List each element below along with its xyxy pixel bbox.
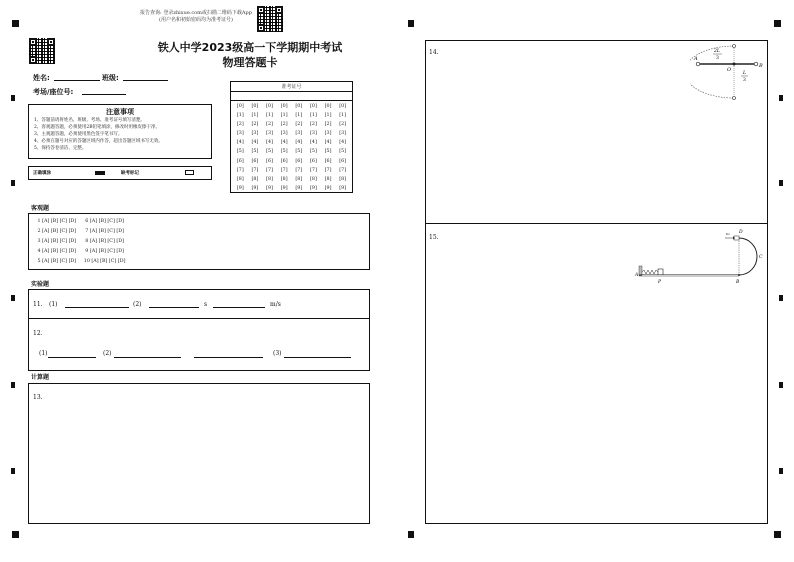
q12-part1: (1) [39, 350, 48, 357]
notice-title: 注意事项 [106, 108, 134, 116]
experiment-divider [28, 318, 370, 319]
fill-example-box [28, 166, 212, 180]
class-field[interactable] [123, 80, 168, 81]
timing-mark [779, 95, 783, 101]
room-seat-label: 考场/座位号: [33, 88, 74, 96]
exam-id-bubble[interactable]: [7] [310, 167, 317, 173]
correct-fill-swatch [95, 171, 105, 175]
exam-id-bubble[interactable]: [4] [295, 140, 303, 146]
q14-ball-b [754, 62, 758, 66]
exam-id-bubble[interactable]: [1] [310, 113, 317, 119]
exam-id-bubble[interactable]: [5] [280, 149, 288, 155]
exam-id-bubble[interactable]: [2] [339, 122, 347, 128]
exam-id-bubble[interactable]: [6] [236, 158, 244, 164]
q15-label-p: P [658, 280, 662, 285]
exam-id-column[interactable] [306, 102, 321, 193]
exam-id-column[interactable] [248, 102, 263, 193]
exam-id-bubble[interactable]: [7] [236, 167, 244, 173]
exam-id-bubble[interactable]: [7] [280, 167, 288, 173]
exam-id-bubble[interactable]: [9] [236, 185, 244, 191]
exam-id-bubble[interactable]: [4] [339, 140, 347, 146]
exam-id-bubble[interactable]: [8] [236, 176, 244, 182]
report-query-line1: 报告查询: 登录zhixue.com或扫描二维码下载App [140, 10, 252, 16]
q12-part3: (3) [273, 350, 282, 357]
q14-frac1-num: 2L [714, 49, 720, 54]
timing-mark [779, 180, 783, 186]
timing-mark [408, 531, 414, 538]
q14-top-point [733, 45, 736, 48]
q12-answer3[interactable] [284, 357, 351, 358]
report-query-line2: (用户名和初始密码均为准考证号) [159, 17, 233, 23]
q15-label-b: B [736, 280, 740, 285]
notice-item: 4、必须在题号对应的答题区域内作答，超出答题区域书写无效。 [34, 139, 163, 144]
exam-id-bubble[interactable]: [8] [251, 176, 259, 182]
q12-answer1[interactable] [48, 357, 96, 358]
exam-id-bubble[interactable]: [5] [324, 149, 332, 155]
q15-figure [632, 226, 764, 288]
timing-mark [11, 95, 15, 101]
exam-title: 铁人中学2023级高一下学期期中考试 [157, 41, 343, 54]
q12-part2: (2) [103, 350, 112, 357]
mc-answer-row[interactable]: 2 [A] [B] [C] [D] 7 [A] [B] [C] [D] [36, 229, 124, 234]
section-experiment-title: 实验题 [31, 281, 50, 288]
exam-id-bubble[interactable]: [5] [251, 149, 259, 155]
section-objective-title: 客观题 [31, 205, 50, 212]
timing-mark [11, 382, 15, 388]
alignment-mark-top-right [774, 20, 781, 27]
exam-id-bubble[interactable]: [4] [251, 140, 259, 146]
exam-id-bubble[interactable]: [0] [251, 104, 259, 109]
exam-id-bubble[interactable]: [9] [339, 185, 347, 191]
q14-pivot-o [733, 63, 736, 66]
name-label: 姓名: [33, 74, 50, 82]
exam-id-bubble[interactable]: [7] [339, 167, 347, 173]
timing-mark [779, 295, 783, 301]
exam-id-bubble[interactable]: [8] [295, 176, 303, 182]
exam-id-bubble[interactable]: [2] [236, 122, 244, 128]
q14-label-o: O [727, 67, 732, 73]
alignment-mark-bottom-right [774, 531, 781, 538]
exam-id-bubble[interactable]: [2] [266, 122, 273, 128]
q14-ball-a [696, 62, 700, 66]
absent-mark-checkbox[interactable] [185, 170, 194, 175]
q14-figure [690, 40, 770, 104]
exam-id-bubble[interactable]: [0] [280, 104, 288, 109]
q14-number: 14. [429, 49, 439, 56]
q11-part2: (2) [133, 301, 142, 308]
exam-id-bubble[interactable]: [5] [295, 149, 303, 155]
q11-unit-s: s [204, 301, 208, 308]
exam-id-bubble[interactable]: [6] [310, 158, 317, 164]
name-field[interactable] [54, 80, 100, 81]
q15-point-b [738, 274, 740, 276]
exam-id-bubble[interactable]: [7] [266, 167, 273, 173]
student-qr-code-icon [29, 38, 55, 64]
exam-id-bubble[interactable]: [8] [266, 176, 273, 182]
exam-id-bubble[interactable]: [1] [324, 113, 332, 119]
q11-unit-ms: m/s [270, 301, 281, 308]
exam-id-bubble[interactable]: [8] [310, 176, 317, 182]
exam-id-title: 准考证号 [231, 82, 352, 92]
q14-label-a: A [694, 56, 698, 62]
exam-id-bubble[interactable]: [0] [266, 104, 273, 109]
exam-id-bubble[interactable]: [2] [251, 122, 259, 128]
class-label: 班级: [102, 74, 119, 82]
exam-id-column[interactable] [262, 102, 277, 193]
exam-id-bubble[interactable]: [0] [324, 104, 332, 109]
exam-id-bubble[interactable]: [5] [310, 149, 317, 155]
exam-id-bubble[interactable]: [6] [280, 158, 288, 164]
exam-id-bubble[interactable]: [6] [251, 158, 259, 164]
exam-id-bubble[interactable]: [2] [310, 122, 317, 128]
mc-answer-row[interactable]: 3 [A] [B] [C] [D] 8 [A] [B] [C] [D] [36, 239, 124, 244]
q11-answer3[interactable] [213, 307, 265, 308]
exam-id-bubble[interactable]: [8] [324, 176, 332, 182]
exam-id-bubble[interactable]: [7] [251, 167, 259, 173]
exam-id-bubble[interactable]: [6] [324, 158, 332, 164]
exam-id-bubble[interactable]: [1] [339, 113, 347, 119]
timing-mark [11, 180, 15, 186]
exam-id-bubble[interactable]: [9] [324, 185, 332, 191]
exam-id-bubble[interactable]: [3] [251, 131, 259, 137]
exam-id-bubble[interactable]: [2] [324, 122, 332, 128]
qr-code-icon[interactable] [257, 6, 283, 32]
exam-id-bubble[interactable]: [4] [236, 140, 244, 146]
exam-id-bubble[interactable]: [8] [280, 176, 288, 182]
exam-id-bubble[interactable]: [0] [295, 104, 303, 109]
q14-frac2-den: 3 [743, 78, 746, 83]
exam-id-bubble[interactable]: [3] [324, 131, 332, 137]
notice-item: 2、客观题答题，必须使用2B铅笔填涂，修改时用橡皮擦干净。 [34, 125, 161, 130]
q12-answer2[interactable] [114, 357, 181, 358]
notice-item: 1、答题前请将姓名、班级、考场、准考证号填写清楚。 [34, 118, 145, 123]
exam-id-bubble[interactable]: [1] [280, 113, 288, 119]
q11-number: 11. [33, 301, 43, 308]
q12-answer2b[interactable] [194, 357, 263, 358]
exam-id-bubble[interactable]: [4] [324, 140, 332, 146]
exam-id-bubble[interactable]: [6] [266, 158, 273, 164]
exam-id-column[interactable] [277, 102, 292, 193]
exam-id-column[interactable] [233, 102, 248, 193]
q14-bottom-point [733, 97, 736, 100]
exam-id-column[interactable] [321, 102, 336, 193]
exam-id-bubble[interactable]: [3] [236, 131, 244, 137]
q15-track-base [642, 275, 739, 277]
q15-number: 15. [429, 234, 439, 241]
exam-id-bubble[interactable]: [2] [280, 122, 288, 128]
exam-id-bubble[interactable]: [6] [295, 158, 303, 164]
q14-frac1-den: 3 [716, 56, 719, 61]
sheet-title: 物理答题卡 [222, 56, 278, 69]
room-seat-field[interactable] [82, 94, 126, 95]
exam-id-bubble[interactable]: [9] [266, 185, 273, 191]
q15-label-c: C [759, 255, 763, 260]
absent-mark-label: 缺考标记 [121, 171, 139, 176]
q11-answer1[interactable] [65, 307, 129, 308]
q15-semicircle [739, 238, 757, 275]
timing-mark [11, 468, 15, 474]
report-query-note [116, 10, 276, 24]
exam-id-bubble[interactable]: [4] [266, 140, 273, 146]
exam-id-bubble[interactable]: [3] [295, 131, 303, 137]
exam-id-bubble[interactable]: [0] [236, 104, 244, 109]
exam-id-bubble[interactable]: [1] [266, 113, 273, 119]
exam-id-column[interactable] [335, 102, 350, 193]
q15-label-d: D [739, 230, 743, 235]
exam-id-bubble[interactable]: [3] [266, 131, 273, 137]
exam-id-bubble[interactable]: [9] [251, 185, 259, 191]
timing-mark [408, 20, 414, 27]
notice-item: 5、保持答卷清洁、完整。 [34, 146, 87, 151]
q15-block [658, 269, 663, 275]
exam-id-bubble[interactable]: [4] [310, 140, 317, 146]
exam-id-bubble[interactable]: [1] [236, 113, 244, 119]
mc-answer-row[interactable]: 5 [A] [B] [C] [D] 10 [A] [B] [C] [D] [36, 259, 126, 264]
exam-id-write-row[interactable] [231, 92, 352, 101]
exam-id-bubble[interactable]: [0] [339, 104, 347, 109]
section-calculation-title: 计算题 [31, 374, 50, 381]
exam-id-bubble[interactable]: [9] [280, 185, 288, 191]
exam-id-bubble[interactable]: [9] [295, 185, 303, 191]
exam-id-bubble[interactable]: [8] [339, 176, 347, 182]
q15-label-v0: v₀ [726, 231, 730, 236]
exam-id-bubble[interactable]: [5] [236, 149, 244, 155]
timing-mark [779, 468, 783, 474]
q12-number: 12. [33, 330, 43, 337]
exam-id-bubble[interactable]: [3] [280, 131, 288, 137]
alignment-mark-bottom-left [12, 531, 19, 538]
q11-part1: (1) [49, 301, 58, 308]
exam-id-bubble[interactable]: [4] [280, 140, 288, 146]
exam-id-bubble[interactable]: [0] [310, 104, 317, 109]
mc-answer-row[interactable]: 1 [A] [B] [C] [D] 6 [A] [B] [C] [D] [36, 219, 124, 224]
q15-spring [642, 270, 658, 274]
exam-id-bubble[interactable]: [1] [295, 113, 303, 119]
q13-answer-box[interactable] [28, 383, 370, 524]
exam-id-bubble[interactable]: [7] [324, 167, 332, 173]
exam-id-grid [230, 81, 353, 193]
exam-id-bubble[interactable]: [7] [295, 167, 303, 173]
q14-frac2-num: L [743, 71, 746, 76]
exam-id-column[interactable] [292, 102, 307, 193]
exam-id-bubble[interactable]: [9] [310, 185, 317, 191]
notice-box [28, 104, 212, 159]
exam-id-bubble[interactable]: [1] [251, 113, 259, 119]
exam-id-bubble[interactable]: [5] [339, 149, 347, 155]
correct-fill-label: 正确填涂 [33, 171, 51, 176]
q11-answer2[interactable] [149, 307, 199, 308]
timing-mark [779, 382, 783, 388]
exam-id-bubble[interactable]: [5] [266, 149, 273, 155]
alignment-mark-top-left [12, 20, 19, 27]
exam-id-bubble[interactable]: [2] [295, 122, 303, 128]
exam-id-bubble[interactable]: [3] [310, 131, 317, 137]
experiment-answer-box [28, 289, 370, 371]
q13-number: 13. [33, 394, 43, 401]
timing-mark [11, 295, 15, 301]
exam-id-bubble[interactable]: [6] [339, 158, 347, 164]
exam-id-bubbles[interactable] [231, 101, 352, 193]
notice-item: 3、主观题答题，必须使用黑色签字笔书写。 [34, 132, 123, 137]
q14-label-b: B [759, 63, 763, 69]
mc-answer-row[interactable]: 4 [A] [B] [C] [D] 9 [A] [B] [C] [D] [36, 249, 124, 254]
exam-id-bubble[interactable]: [3] [339, 131, 347, 137]
q15-label-a: A [635, 273, 639, 278]
